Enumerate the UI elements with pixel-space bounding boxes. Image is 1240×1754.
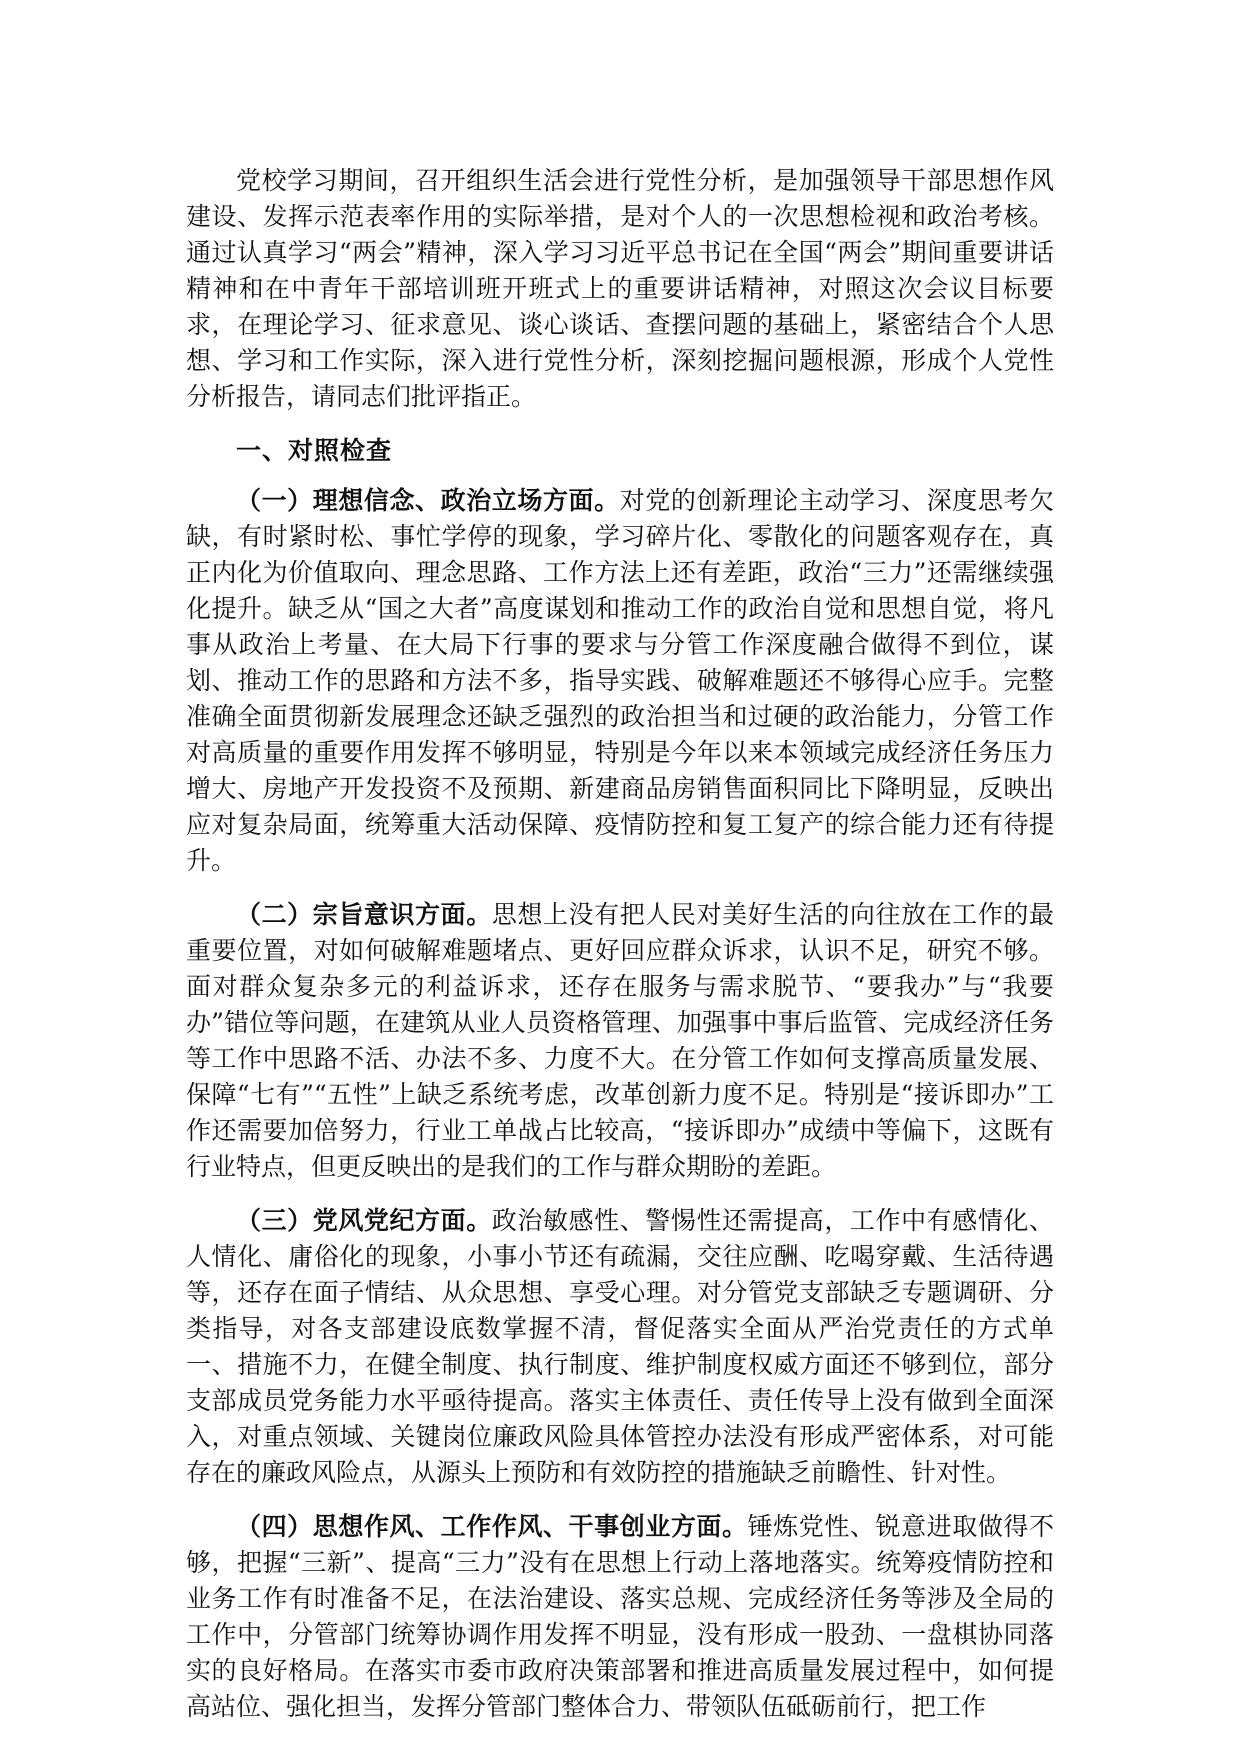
subheading-work-style: （四）思想作风、工作作风、干事创业方面。: [236, 1512, 748, 1541]
paragraph-work-style: [186, 1509, 1054, 1725]
paragraph-party-discipline: [186, 1203, 1054, 1491]
subheading-ideals-beliefs: （一）理想信念、政治立场方面。: [236, 486, 620, 515]
paragraph-ideals-beliefs: [186, 483, 1054, 879]
paragraph-text: 对党的创新理论主动学习、深度思考欠缺，有时紧时松、事忙学停的现象，学习碎片化、零散化的问题客观存在，真正内化为价值取向、理念思路、工作方法上还有差距，政治“三力”还需继续强化提升。缺乏从“国之大者”高度谋划和推动工作的政治自觉和思想自觉，将凡事从政治上考量、在大局下行事的要求与分管工作深度融合做得不到位，谋划、推动工作的思路和方法不多，指导实践、破解难题还不够得心应手。完整准确全面贯彻新发展理念还缺乏强烈的政治担当和过硬的政治能力，分管工作对高质量的重要作用发挥不够明显，特别是今年以来本领域完成经济任务压力增大、房地产开发投资不及预期、新建商品房销售面积同比下降明显，反映出应对复杂局面，统筹重大活动保障、疫情防控和复工复产的综合能力还有待提升。: [186, 486, 1054, 875]
intro-paragraph: 党校学习期间，召开组织生活会进行党性分析，是加强领导干部思想作风建设、发挥示范表率作用的实际举措，是对个人的一次思想检视和政治考核。通过认真学习“两会”精神，深入学习习近平总书记在全国“两会”期间重要讲话精神和在中青年干部培训班开班式上的重要讲话精神，对照这次会议目标要求，在理论学习、征求意见、谈心谈话、查摆问题的基础上，紧密结合个人思想、学习和工作实际，深入进行党性分析，深刻挖掘问题根源，形成个人党性分析报告，请同志们批评指正。: [186, 166, 1054, 411]
subheading-party-discipline: （三）党风党纪方面。: [236, 1206, 492, 1235]
section-heading-comparison-check: 一、对照检查: [236, 436, 393, 465]
paragraph-text: 锤炼党性、锐意进取做得不够，把握“三新”、提高“三力”没有在思想上行动上落地落实。统筹疫情防控和业务工作有时准备不足，在法治建设、落实总规、完成经济任务等涉及全局的工作中，分管部门统筹协调作用发挥不明显，没有形成一股劲、一盘棋协同落实的良好格局。在落实市委市政府决策部署和推进高质量发展过程中，如何提高站位、强化担当，发挥分管部门整体合力、带领队伍砥砺前行，把工作: [186, 1512, 1054, 1721]
paragraph-text: 思想上没有把人民对美好生活的向往放在工作的最重要位置，对如何破解难题堵点、更好回应群众诉求，认识不足，研究不够。面对群众复杂多元的利益诉求，还存在服务与需求脱节、“要我办”与“我要办”错位等问题，在建筑从业人员资格管理、加强事中事后监管、完成经济任务等工作中思路不活、办法不多、力度不大。在分管工作如何支撑高质量发展、保障“七有”“五性”上缺乏系统考虑，改革创新力度不足。特别是“接诉即办”工作还需要加倍努力，行业工单战占比较高，“接诉即办”成绩中等偏下，这既有行业特点，但更反映出的是我们的工作与群众期盼的差距。: [186, 900, 1054, 1181]
paragraph-text: 政治敏感性、警惕性还需提高，工作中有感情化、人情化、庸俗化的现象，小事小节还有疏漏，交往应酬、吃喝穿戴、生活待遇等，还存在面子情结、从众思想、享受心理。对分管党支部缺乏专题调研、分类指导，对各支部建设底数掌握不清，督促落实全面从严治党责任的方式单一、措施不力，在健全制度、执行制度、维护制度权威方面还不够到位，部分支部成员党务能力水平亟待提高。落实主体责任、责任传导上没有做到全面深入，对重点领域、关键岗位廉政风险具体管控办法没有形成严密体系，对可能存在的廉政风险点，从源头上预防和有效防控的措施缺乏前瞻性、针对性。: [186, 1206, 1054, 1487]
subheading-purpose-awareness: （二）宗旨意识方面。: [236, 900, 492, 929]
document-body: [186, 163, 1054, 1743]
paragraph-purpose-awareness: [186, 897, 1054, 1185]
